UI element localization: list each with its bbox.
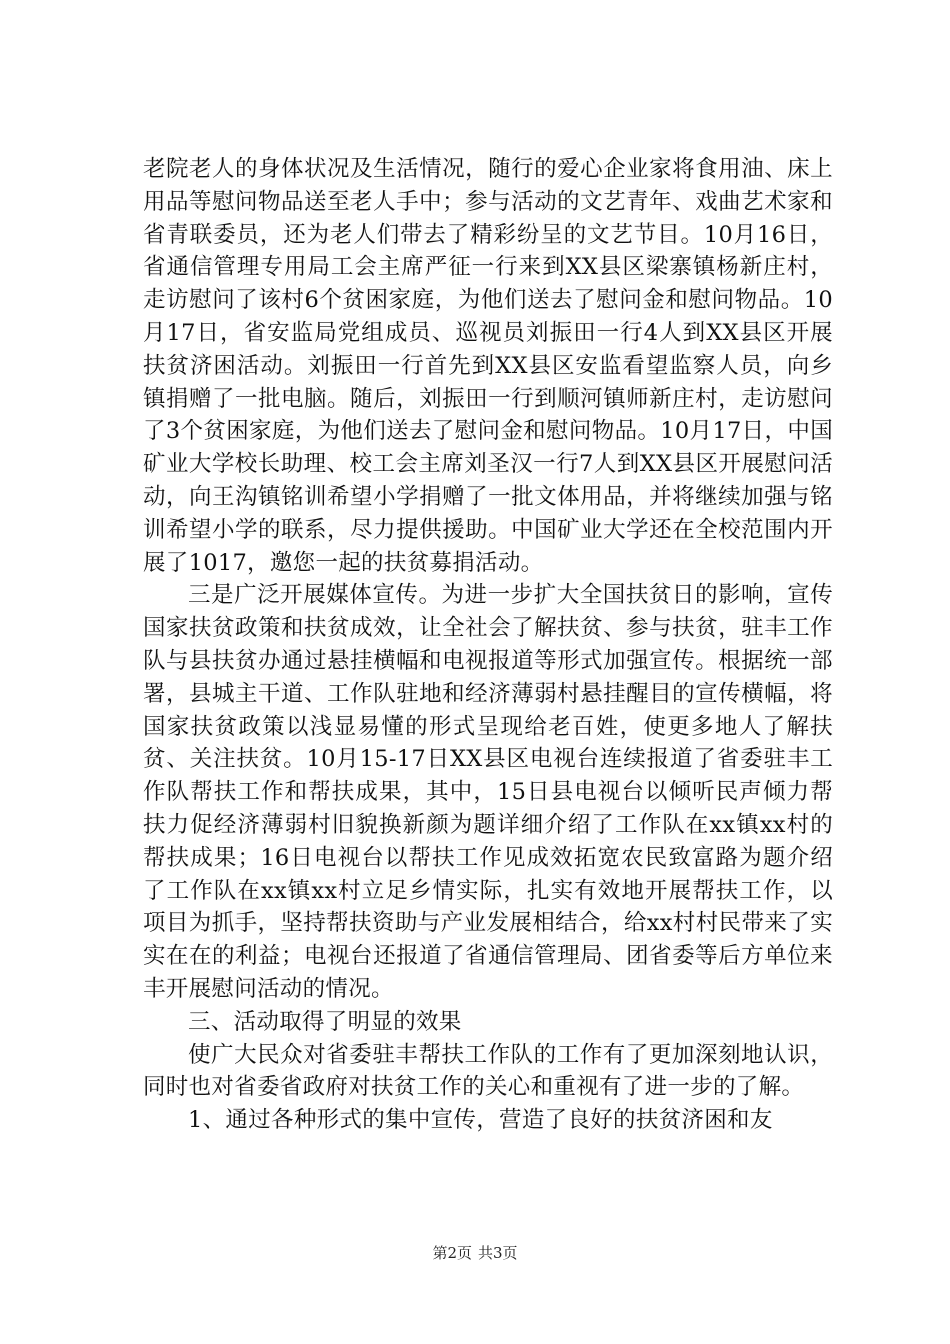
paragraph-item-1: 1、通过各种形式的集中宣传，营造了良好的扶贫济困和友 [188, 1107, 773, 1134]
document-body [143, 153, 833, 1137]
paragraph-results-summary: 使广大民众对省委驻丰帮扶工作队的工作有了更加深刻地认识，同时也对省委省政府对扶贫工作的关心和重视有了进一步的了解。 [143, 1041, 833, 1101]
section-heading-results: 三、活动取得了明显的效果 [188, 1008, 462, 1035]
paragraph-visit-continuation: 老院老人的身体状况及生活情况，随行的爱心企业家将食用油、床上用品等慰问物品送至老人手中；参与活动的文艺青年、戏曲艺术家和省青联委员，还为老人们带去了精彩纷呈的文艺节目。10月16日，省通信管理专用局工会主席严征一行来到XX县区梁寨镇杨新庄村，走访慰问了该村6个贫困家庭，为他们送去了慰问金和慰问物品。10月17日，省安监局党组成员、巡视员刘振田一行4人到XX县区开展扶贫济困活动。刘振田一行首先到XX县区安监看望监察人员，向乡镇捐赠了一批电脑。随后，刘振田一行到顺河镇师新庄村，走访慰问了3个贫困家庭，为他们送去了慰问金和慰问物品。10月17日，中国矿业大学校长助理、校工会主席刘圣汉一行7人到XX县区开展慰问活动，向王沟镇铭训希望小学捐赠了一批文体用品，并将继续加强与铭训希望小学的联系，尽力提供援助。中国矿业大学还在全校范围内开展了1017，邀您一起的扶贫募捐活动。 [143, 156, 833, 576]
page-number: 第2页 [432, 1244, 472, 1262]
page-total: 共3页 [478, 1244, 518, 1262]
page-footer [0, 1243, 950, 1263]
paragraph-media-publicity: 三是广泛开展媒体宣传。为进一步扩大全国扶贫日的影响，宣传国家扶贫政策和扶贫成效，让全社会了解扶贫、参与扶贫，驻丰工作队与县扶贫办通过悬挂横幅和电视报道等形式加强宣传。根据统一部署，县城主干道、工作队驻地和经济薄弱村悬挂醒目的宣传横幅，将国家扶贫政策以浅显易懂的形式呈现给老百姓，使更多地人了解扶贫、关注扶贫。10月15-17日XX县区电视台连续报道了省委驻丰工作队帮扶工作和帮扶成果，其中，15日县电视台以倾听民声倾力帮扶力促经济薄弱村旧貌换新颜为题详细介绍了工作队在xx镇xx村的帮扶成果；16日电视台以帮扶工作见成效拓宽农民致富路为题介绍了工作队在xx镇xx村立足乡情实际，扎实有效地开展帮扶工作，以项目为抓手，坚持帮扶资助与产业发展相结合，给xx村村民带来了实实在在的利益；电视台还报道了省通信管理局、团省委等后方单位来丰开展慰问活动的情况。 [143, 582, 833, 1002]
